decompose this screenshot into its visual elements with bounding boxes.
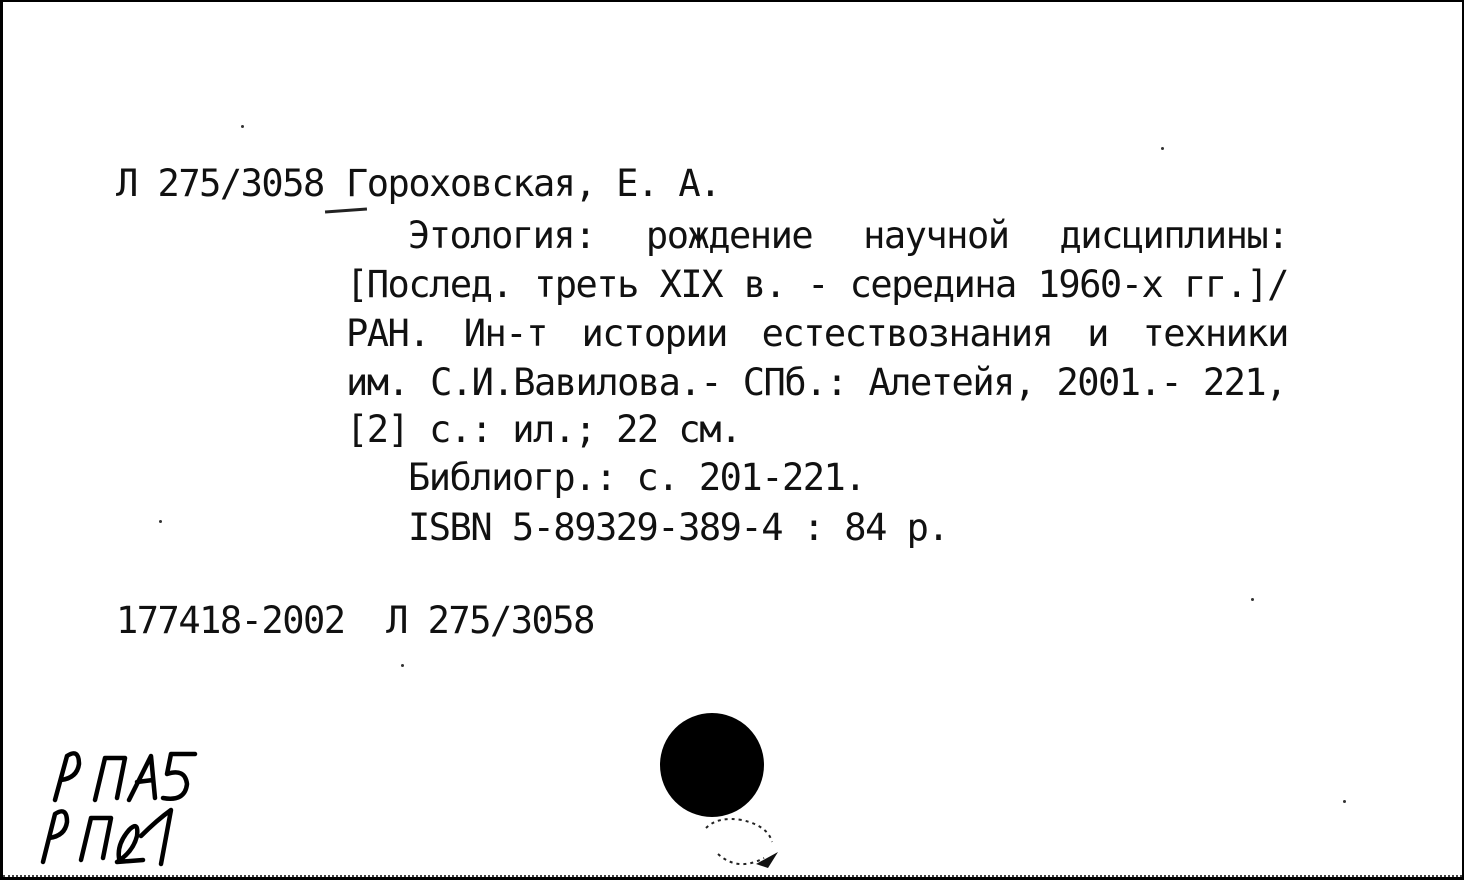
title-line-2-word-1: [Послед. (346, 263, 513, 306)
pages-line: [2] с.: ил.; 22 см. (346, 408, 741, 451)
heading-call-number: Л 275/3058 (116, 162, 324, 205)
title-line-3-word-2: Ин-т (463, 312, 547, 355)
title-line-4-word-5: 2001.- (1056, 361, 1182, 404)
title-line-1-word-1: Этология: (408, 214, 595, 257)
title-line-1-word-2: рождение (645, 214, 813, 257)
title-line-2-word-5: - (807, 263, 828, 306)
title-line-2-word-4: в. (743, 263, 786, 306)
bibliography-note: Библиогр.: с. 201-221. (408, 456, 866, 499)
title-line-3-word-3: истории (581, 312, 727, 355)
title-line-4-word-4: Алетейя, (868, 361, 1035, 404)
title-line-1-word-3: научной (863, 214, 1009, 257)
inventory-number: 177418-2002 Л 275/3058 (116, 599, 594, 642)
punch-hole (660, 713, 764, 817)
title-line-4-word-1: им. (346, 361, 409, 404)
title-line-2-word-7: 1960-х (1037, 263, 1163, 306)
title-line-1 (408, 214, 1288, 257)
scan-speck (159, 520, 162, 523)
title-line-2-word-8: гг.]/ (1184, 263, 1288, 306)
title-line-2-word-3: XIX (659, 263, 722, 306)
title-line-3-word-6: техники (1142, 312, 1288, 355)
title-line-3-word-5: и (1087, 312, 1108, 355)
scan-speck (241, 125, 244, 128)
scan-speck (1251, 598, 1254, 601)
title-line-3-word-4: естествознания (761, 312, 1053, 355)
heading-author: Гороховская, Е. А. (346, 162, 720, 205)
title-line-1-word-4: дисциплины: (1059, 214, 1288, 257)
card-bottom-edge (3, 873, 1462, 877)
title-line-4-word-3: СПб.: (742, 361, 847, 404)
title-line-4-word-2: С.И.Вавилова.- (430, 361, 721, 404)
isbn-line: ISBN 5-89329-389-4 : 84 р. (408, 506, 949, 549)
scan-speck (1161, 147, 1164, 150)
title-line-2 (346, 263, 1288, 306)
title-line-3 (346, 312, 1288, 355)
title-line-2-word-6: середина (849, 263, 1016, 306)
title-line-3-word-1: РАН. (346, 312, 430, 355)
scan-speck (401, 664, 404, 667)
scan-speck (1343, 800, 1346, 803)
title-line-2-word-2: треть (533, 263, 638, 306)
handwritten-marks (33, 740, 213, 870)
title-line-4 (346, 361, 1286, 404)
title-line-4-word-6: 221, (1202, 361, 1286, 404)
dash-mark (325, 208, 367, 214)
punch-hole-shadow (698, 814, 782, 876)
